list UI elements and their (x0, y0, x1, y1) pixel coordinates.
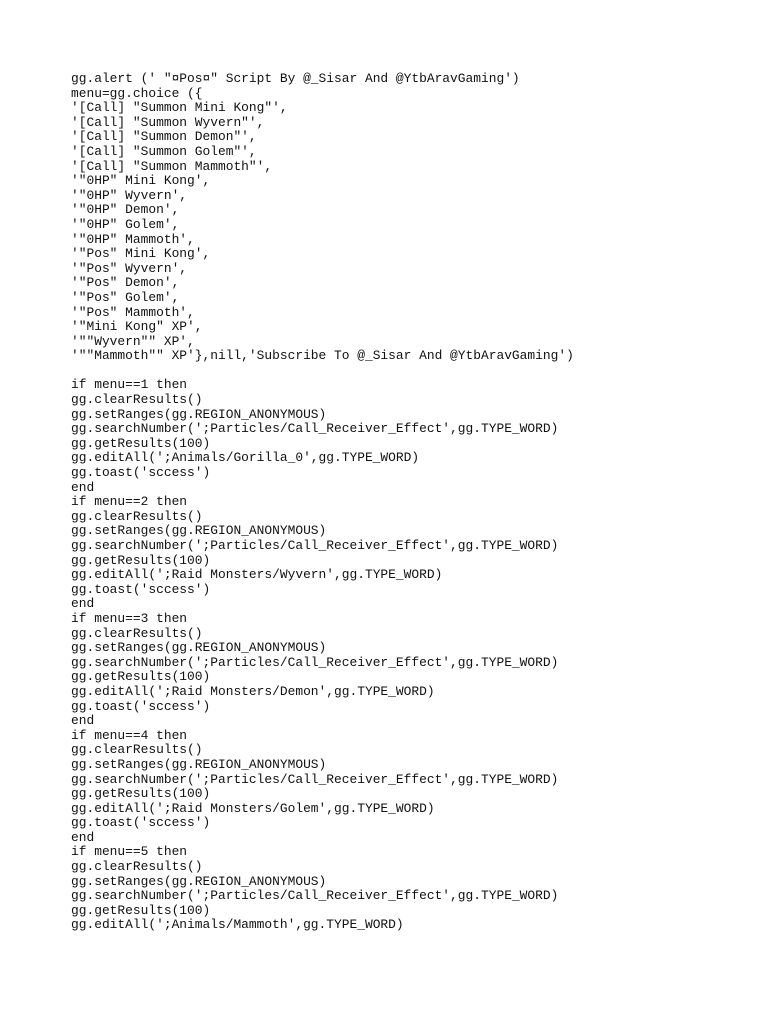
code-line: gg.alert (' "¤Pos¤" Script By @_Sisar And @YtbAravGaming') (71, 71, 520, 86)
code-line: end (71, 596, 95, 612)
code-line: gg.searchNumber(';Particles/Call_Receiver_Effect',gg.TYPE_WORD) (71, 421, 559, 437)
code-line: '"Pos" Golem', (71, 289, 180, 305)
code-line: gg.editAll(';Raid Monsters/Demon',gg.TYPE_WORD) (71, 683, 435, 699)
code-line: '[Call] "Summon Mini Kong"', (71, 100, 288, 116)
code-line: gg.toast('sccess') (71, 698, 211, 714)
code-line: gg.clearResults() (71, 625, 203, 641)
code-line: gg.toast('sccess') (71, 465, 211, 481)
code-line: gg.editAll(';Raid Monsters/Wyvern',gg.TYPE_WORD) (71, 567, 443, 583)
code-line: if menu==1 then (71, 377, 188, 393)
code-line: gg.getResults(100) (71, 669, 211, 685)
code-line: gg.clearResults() (71, 392, 203, 408)
code-line: gg.getResults(100) (71, 552, 211, 568)
code-line: gg.searchNumber(';Particles/Call_Receiver_Effect',gg.TYPE_WORD) (71, 888, 559, 904)
code-line: '""Wyvern"" XP', (71, 333, 195, 349)
code-line: gg.searchNumber(';Particles/Call_Receiver_Effect',gg.TYPE_WORD) (71, 654, 559, 670)
code-line: '"0HP" Golem', (71, 216, 180, 232)
code-line (71, 364, 574, 379)
code-line: gg.searchNumber(';Particles/Call_Receiver_Effect',gg.TYPE_WORD) (71, 538, 559, 553)
code-line: gg.editAll(';Animals/Mammoth',gg.TYPE_WORD) (71, 917, 404, 933)
code-line: '"Pos" Mini Kong', (71, 246, 211, 262)
code-line: '"0HP" Mini Kong', (71, 173, 211, 189)
script-code-block (71, 72, 574, 933)
code-line: gg.clearResults() (71, 742, 203, 758)
code-line: if menu==3 then (71, 610, 188, 626)
code-line: '"0HP" Wyvern', (71, 187, 188, 203)
code-line: if menu==2 then (71, 494, 188, 510)
code-line: if menu==4 then (71, 727, 188, 743)
code-line: gg.setRanges(gg.REGION_ANONYMOUS) (71, 873, 327, 889)
code-line: end (71, 829, 95, 845)
code-line: gg.setRanges(gg.REGION_ANONYMOUS) (71, 756, 327, 772)
code-line: '[Call] "Summon Demon"', (71, 129, 257, 145)
code-line: '"Pos" Wyvern', (71, 260, 188, 276)
code-line: '[Call] "Summon Golem"', (71, 143, 257, 159)
code-line: gg.getResults(100) (71, 786, 211, 802)
code-line: '"Pos" Mammoth', (71, 304, 195, 320)
code-line: gg.setRanges(gg.REGION_ANONYMOUS) (71, 406, 327, 422)
code-line: '"Mini Kong" XP', (71, 319, 203, 335)
code-line: end (71, 713, 95, 729)
code-line: gg.searchNumber(';Particles/Call_Receiver_Effect',gg.TYPE_WORD) (71, 771, 559, 787)
code-line: gg.clearResults() (71, 508, 203, 524)
code-line: gg.toast('sccess') (71, 581, 211, 597)
code-line: gg.getResults(100) (71, 902, 211, 918)
code-line: gg.clearResults() (71, 859, 203, 875)
code-line: '[Call] "Summon Wyvern"', (71, 114, 265, 130)
code-line: if menu==5 then (71, 844, 188, 860)
code-line: menu=gg.choice ({ (71, 85, 203, 101)
code-line: '""Mammoth"" XP'},nill,'Subscribe To @_Sisar And @YtbAravGaming') (71, 348, 574, 364)
code-line: gg.editAll(';Animals/Gorilla_0',gg.TYPE_WORD) (71, 450, 420, 466)
code-line: '"Pos" Demon', (71, 275, 180, 291)
code-line: '[Call] "Summon Mammoth"', (71, 158, 273, 174)
code-line: gg.setRanges(gg.REGION_ANONYMOUS) (71, 523, 327, 539)
code-line: '"0HP" Mammoth', (71, 231, 195, 247)
code-line: gg.setRanges(gg.REGION_ANONYMOUS) (71, 640, 327, 656)
code-line: end (71, 479, 95, 495)
code-line: gg.editAll(';Raid Monsters/Golem',gg.TYPE_WORD) (71, 800, 435, 816)
code-line: gg.toast('sccess') (71, 815, 211, 831)
code-line: gg.getResults(100) (71, 435, 211, 451)
code-line: '"0HP" Demon', (71, 202, 180, 218)
